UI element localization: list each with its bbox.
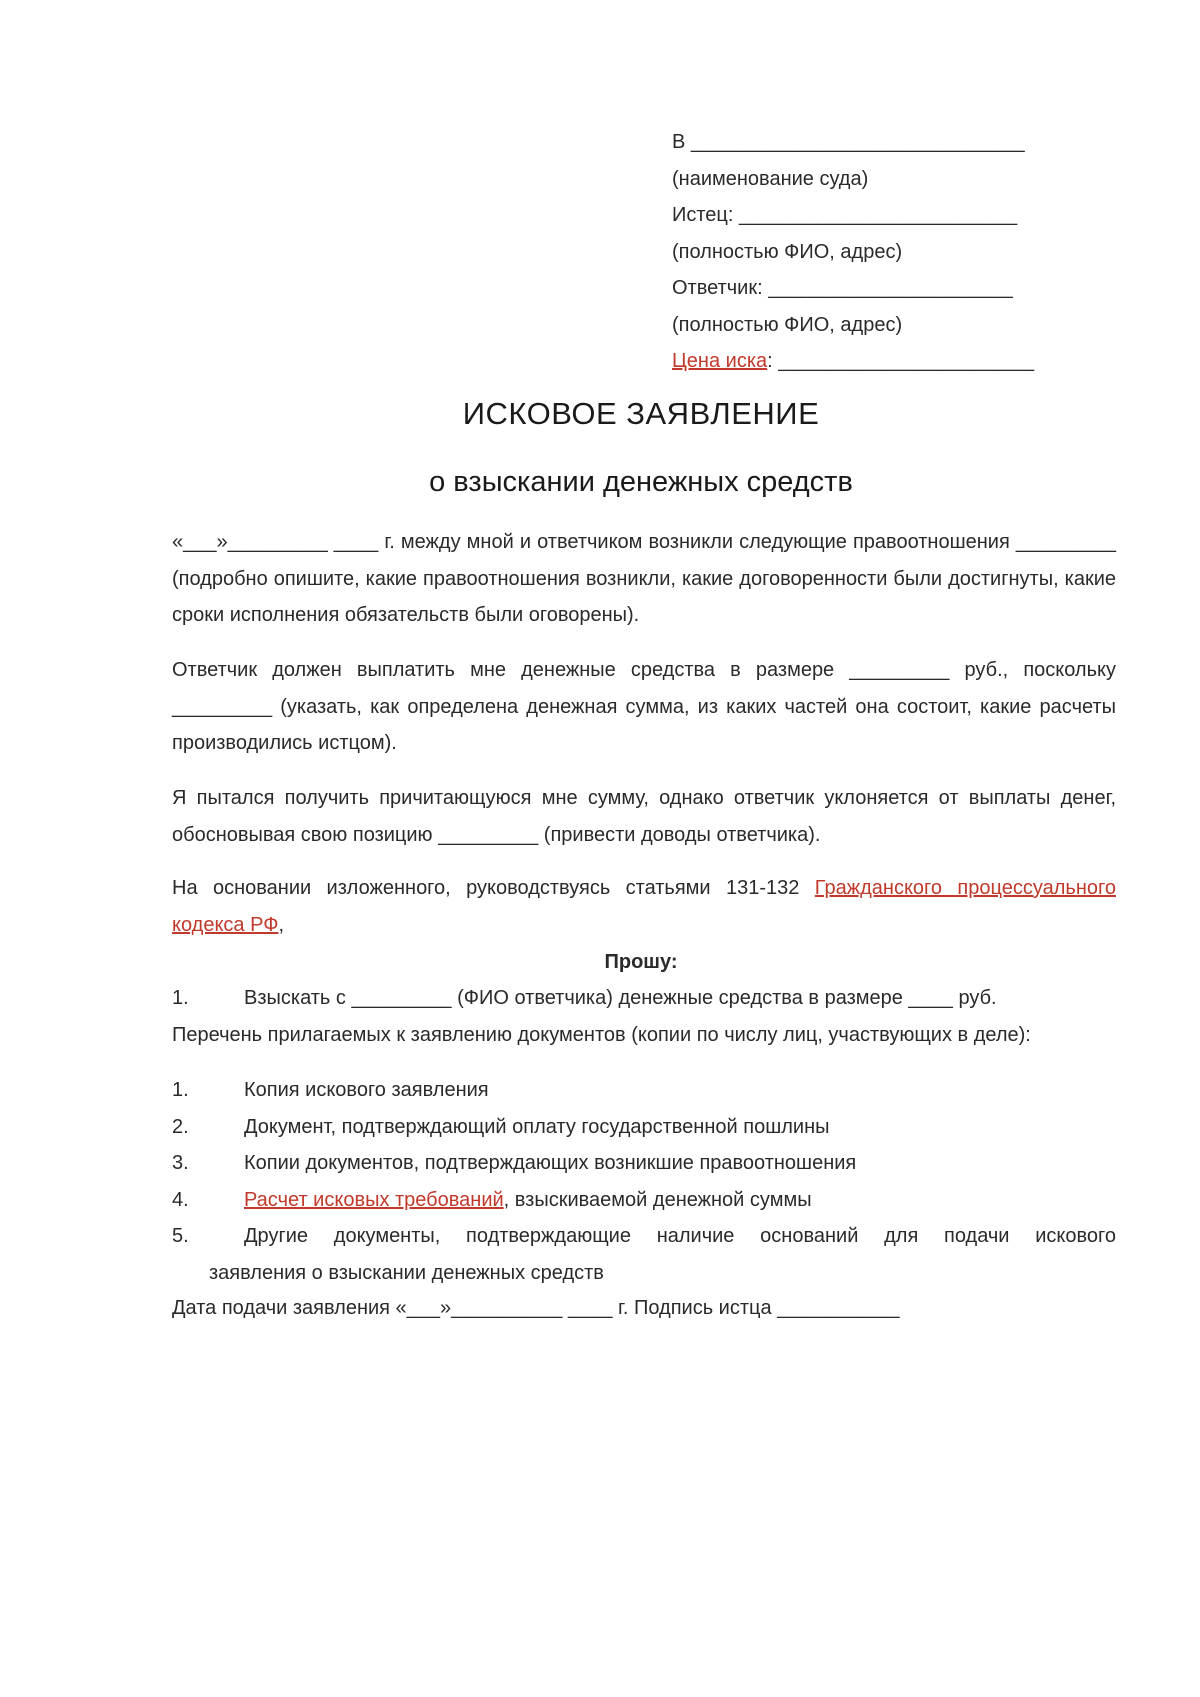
list-item — [172, 1109, 1116, 1146]
claim-price-line — [672, 343, 1092, 380]
list-item-number: 4. — [172, 1188, 189, 1211]
date-signature-line: Дата подачи заявления «___»__________ ____ г. Подпись истца ___________ — [172, 1297, 900, 1319]
plaintiff-hint: (полностью ФИО, адрес) — [672, 240, 903, 263]
list-item-text: Документ, подтверждающий оплату государственной пошлины — [244, 1115, 830, 1138]
addressee-block — [672, 124, 1092, 380]
claim-price-blank: : _______________________ — [767, 350, 1035, 372]
request-heading: Прошу: — [604, 951, 678, 973]
paragraph-evasion: Я пытался получить причитающуюся мне сумму, однако ответчик уклоняется от выплаты денег, обосновывая свою позицию _________ (привести доводы ответчика). — [172, 787, 1116, 846]
list-item-number: 3. — [172, 1152, 189, 1174]
list-item-text: Копия искового заявления — [244, 1079, 489, 1101]
paragraph-debt: Ответчик должен выплатить мне денежные средства в размере _________ руб., поскольку _________ (указать, как определена денежная сумма, из каких частей она состоит, какие расчеты производились истцом). — [172, 659, 1116, 754]
plaintiff-line: Истец: _________________________ — [672, 204, 1018, 226]
attachments-list — [172, 1072, 1116, 1291]
court-hint: (наименование суда) — [672, 167, 869, 190]
list-item — [172, 1218, 1116, 1255]
request-item-number: 1. — [172, 987, 189, 1009]
request-item — [172, 980, 1116, 1017]
defendant-line: Ответчик: ______________________ — [672, 277, 1013, 299]
claim-price-link[interactable]: Цена иска — [672, 350, 768, 372]
document-subtitle: о взыскании денежных средств — [429, 466, 853, 498]
defendant-hint: (полностью ФИО, адрес) — [672, 313, 903, 336]
list-item-number: 2. — [172, 1115, 189, 1138]
list-item — [172, 1145, 1116, 1182]
attachments-intro: Перечень прилагаемых к заявлению документов (копии по числу лиц, участвующих в деле): — [172, 1024, 1031, 1046]
list-item-text: Другие документы, подтверждающие наличие оснований для подачи искового — [244, 1225, 1116, 1247]
legal-basis-end: , — [278, 913, 284, 936]
list-item-text: Копии документов, подтверждающих возникшие правоотношения — [244, 1152, 857, 1174]
claim-calculation-rest: , взыскиваемой денежной суммы — [503, 1188, 812, 1211]
request-item-text: Взыскать с _________ (ФИО ответчика) денежные средства в размере ____ руб. — [244, 987, 997, 1009]
document-title: ИСКОВОЕ ЗАЯВЛЕНИЕ — [462, 396, 820, 431]
list-item — [172, 1072, 1116, 1109]
list-item-number: 1. — [172, 1079, 189, 1101]
list-item-number: 5. — [172, 1225, 189, 1247]
paragraph-relations: «___»_________ ____ г. между мной и ответчиком возникли следующие правоотношения _________ (подробно опишите, какие правоотношения возникли, какие договоренности были достигнуты, какие сроки исполнения обязательств были оговорены). — [172, 531, 1116, 626]
list-item-text — [244, 1182, 1116, 1219]
legal-basis-text: На основании изложенного, руководствуясь статьями 131-132 — [172, 877, 815, 899]
claim-calculation-link[interactable]: Расчет исковых требований — [244, 1188, 504, 1211]
list-item — [172, 1182, 1116, 1219]
list-item-continuation: заявления о взыскании денежных средств — [209, 1261, 604, 1284]
court-line: В ______________________________ — [672, 131, 1025, 153]
civil-procedure-code-link[interactable]: Гражданского процессуального кодекса РФ — [172, 877, 1116, 936]
paragraph-legal-basis — [172, 870, 1116, 943]
